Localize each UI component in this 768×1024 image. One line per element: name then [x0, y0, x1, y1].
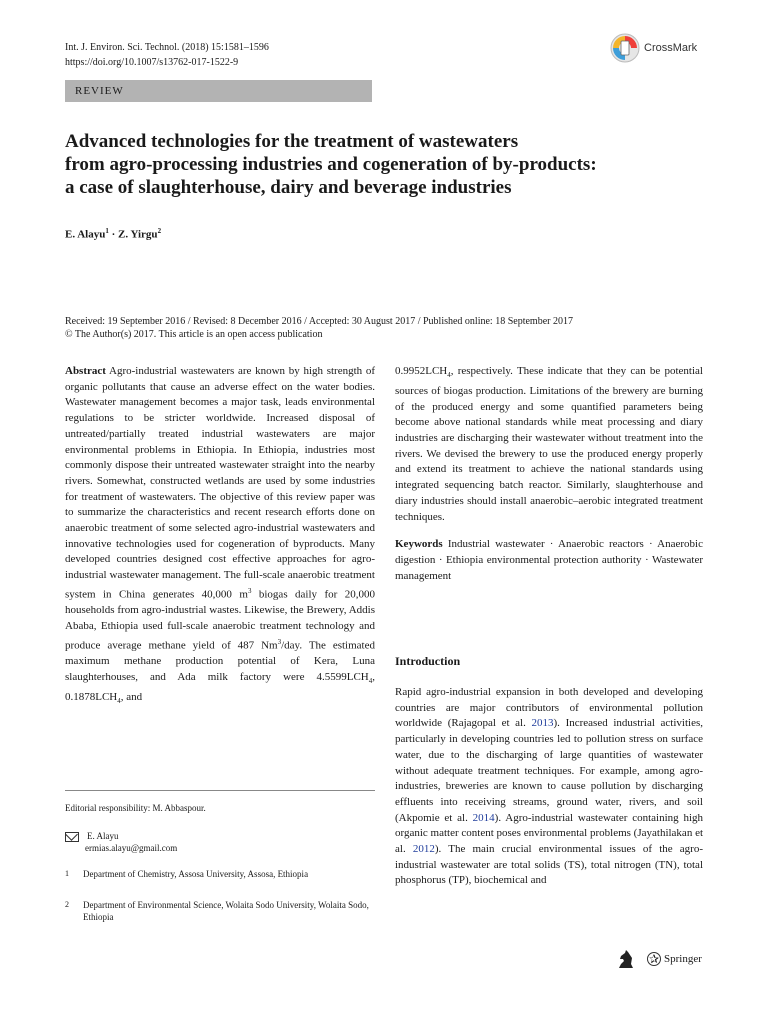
abstract-text: Agro-industrial wastewaters are known by high strength of organic pollutants that cause an adverse effect on the water bodies. Wastewater management becomes a major task, leads environmental regulations to be stricter worldwide. Increased disposal of untreated/partially treated industrial wastewaters are major environmental problems in Ethiopia. In Ethiopia, industries most commonly dispose their untreated wastewater straight into the nearby rivers. Somewhat, constructed wetlands are used by some industries for treatment of wastewaters. The objective of this review paper was to summarize the characteristics and recent research efforts done on anaerobic treatment of some selected agro-industrial wastewaters and innovative technologies used for cogeneration of byproducts. Many developed countries designed cost effective approaches for agro-industrial wastewater management. The full-scale anaerobic treatment system in China generates 40,000 m — [65, 365, 375, 601]
subscript: 4 — [447, 371, 451, 380]
introduction-text — [395, 685, 703, 889]
journal-line: Int. J. Environ. Sci. Technol. (2018) 15:1581–1596 — [65, 42, 269, 53]
superscript: 3 — [247, 586, 252, 595]
affiliation-number: 2 — [65, 900, 69, 909]
article-type-banner: REVIEW — [65, 80, 372, 102]
author-name[interactable]: Z. Yirgu — [118, 228, 158, 241]
footnote-divider — [65, 790, 375, 791]
doi-link[interactable]: https://doi.org/10.1007/s13762-017-1522-9 — [65, 57, 239, 68]
abstract-text: , and — [120, 690, 143, 703]
crossmark-label: CrossMark — [644, 42, 698, 54]
citation-link[interactable]: 2012 — [412, 843, 435, 856]
abstract-continuation — [395, 364, 703, 584]
license-line: © The Author(s) 2017. This article is an open access publication — [65, 329, 323, 340]
citation-link[interactable]: 2014 — [472, 811, 495, 824]
affiliation-number: 1 — [65, 869, 69, 878]
subscript: 4 — [117, 696, 121, 705]
paragraph-text: ). The main crucial environmental issues of the agro-industrial wastewater are total solids (TS), total nitrogen (TN), total phosphorus (TP), biochemical and — [395, 843, 703, 887]
abstract — [65, 364, 375, 709]
editorial-note: Editorial responsibility: M. Abbaspour. — [65, 803, 206, 813]
keywords — [395, 537, 703, 584]
affiliation-marker: 2 — [157, 227, 162, 235]
crossmark-badge[interactable] — [610, 32, 730, 64]
subscript: 4 — [368, 676, 373, 685]
title-line: from agro-processing industries and cogeneration of by-products: — [65, 154, 597, 175]
abstract-text: biogas daily for 20,000 households from agro-industrial wastes. Likewise, the Brewery, Addis Ababa, Ethiopia used full-scale anaerobic treatment technology and produce average methane yield of 487 Nm — [65, 588, 375, 652]
abstract-text: /day. The estimated maximum methane production potential of Kera, Luna slaughterhouses, and Ada milk factory were 4.5599LCH — [65, 639, 375, 683]
publisher-logo — [615, 948, 702, 970]
corresponding-author — [65, 830, 375, 854]
abstract-text: 0.9952LCH — [395, 365, 448, 377]
email-link[interactable]: ermias.alayu@gmail.com — [85, 843, 178, 853]
abstract-text: , 0.1878LCH — [65, 670, 375, 703]
affiliation — [65, 899, 375, 923]
abstract-heading: Abstract — [65, 365, 106, 377]
publisher-name: Springer — [664, 953, 702, 965]
title-line: Advanced technologies for the treatment of wastewaters — [65, 131, 519, 152]
paragraph-text: ). Agro-industrial wastewater containing high organic matter content poses environmental problems (Jayathilakan et al. — [395, 811, 704, 856]
abstract-text: , respectively. These indicate that they can be potential sources of biogas production. Limitations of the brewery are burning of the produced energy and some quantified parameters being become above national standards while meat processing and diary industries are discharging their wastewater without treatment into the rivers. We devised the brewery to use the produced energy properly and extend its treatment to achieve the national standards using integrated sequencing batch reactor. Similarly, slaughterhouse and diary industries should install anaerobic–aerobic integrated treatment techniques. — [395, 365, 703, 523]
affiliation-marker: 1 — [105, 227, 109, 235]
author-list — [65, 227, 161, 241]
affiliation-text: Department of Chemistry, Assosa University, Assosa, Ethiopia — [83, 869, 309, 879]
citation-link[interactable]: 2013 — [531, 717, 554, 730]
section-heading-introduction: Introduction — [395, 654, 461, 668]
crossmark-icon — [610, 33, 640, 63]
keywords-text: Industrial wastewater · Anaerobic reactors · Anaerobic digestion · Ethiopia environmental protection authority · Wastewater management — [395, 538, 703, 582]
author-name[interactable]: E. Alayu — [65, 228, 106, 241]
corresponding-name: E. Alayu — [87, 831, 119, 841]
journal-citation — [65, 40, 269, 70]
title-line: a case of slaughterhouse, dairy and beverage industries — [65, 177, 512, 198]
superscript: 3 — [277, 637, 282, 646]
springer-emblem-icon: ✰ — [648, 952, 660, 966]
affiliation — [65, 868, 375, 880]
dates-line: Received: 19 September 2016 / Revised: 8 December 2016 / Accepted: 30 August 2017 / Published online: 18 September 2017 — [65, 316, 573, 327]
affiliation-text: Department of Environmental Science, Wolaita Sodo University, Wolaita Sodo, Ethiopia — [83, 900, 369, 922]
paragraph-text: Rapid agro-industrial expansion in both developed and developing countries are major contributors of environmental pollution worldwide (Rajagopal et al. — [395, 686, 703, 730]
keywords-heading: Keywords — [395, 538, 443, 551]
publication-history — [65, 315, 705, 341]
paragraph-text: ). Increased industrial activities, particularly in developing countries led to pollution stress on surface water, due to the discharging of large quantities of wastewater without adequate treatment techniques. For example, among agro-industries, breweries are known to cause pollution by discharging effluents into receiving streams, ground water, rivers, and soil (Akpomie et al. — [395, 717, 704, 824]
springer-chess-knight-icon — [615, 948, 637, 970]
envelope-icon — [65, 832, 79, 842]
article-title — [65, 130, 705, 199]
author-separator: · — [108, 228, 119, 241]
